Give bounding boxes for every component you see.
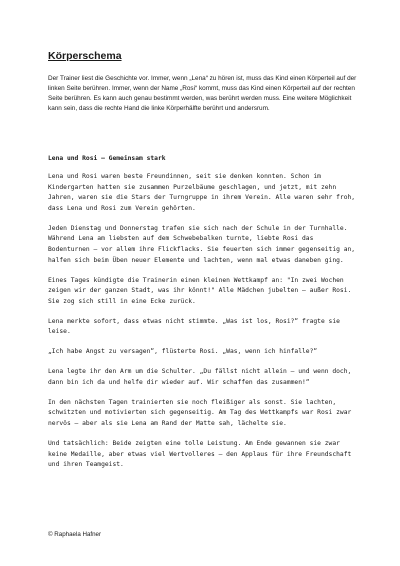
story-paragraph-5: „Ich habe Angst zu versagen“, flüsterte Rosi. „Was, wenn ich hinfalle?“ <box>48 348 318 356</box>
story-title: Lena und Rosi – Gemeinsam stark <box>48 155 166 162</box>
page-title: Körperschema <box>48 50 122 62</box>
story-paragraph-8: Und tatsächlich: Beide zeigten eine tolle Leistung. Am Ende gewannen sie zwar keine Medaille, aber etwas viel Wertvolleres – den Applaus für ihre Freundschaft und ihren Teamgeist. <box>48 440 352 469</box>
story-paragraph-7: In den nächsten Tagen trainierten sie noch fleißiger als sonst. Sie lachten, schwitzten und motivierten sich gegenseitig. Am Tag des Wettkampfs war Rosi zwar nervös – aber als sie Lena am Rand der Matte sah, lächelte sie. <box>48 398 352 428</box>
story-paragraph-3: Eines Tages kündigte die Trainerin einen kleinen Wettkampf an: "In zwei Wochen zeigen wir der ganzen Stadt, was ihr könnt!" Alle Mädchen jubelten – außer Rosi. Sie zog sich still in eine Ecke zurück. <box>48 276 352 305</box>
copyright-notice: © Raphaela Hafner <box>48 531 102 538</box>
instructions-paragraph: Der Trainer liest die Geschichte vor. Immer, wenn „Lena“ zu hören ist, muss das Kind einen Körperteil auf der linken Seite berühren. Immer, wenn der Name „Rosi“ kommt, muss das Kind einen Körperteil auf der rechten Seite berühren. Es kann auch genau bestimmt werden, was berührt werden muss. Eine weitere Möglichkeit kann sein, dass die rechte Hand die linke Körperhälfte berührt und andersrum. <box>48 75 357 113</box>
story-section <box>48 154 358 480</box>
story-paragraph-2: Jeden Dienstag und Donnerstag trafen sie sich nach der Schule in der Turnhalle. Während Lena am liebsten auf dem Schwebebalken turnte, liebte Rosi das Bodenturnen – vor allem ihre Flickflacks. Sie feuerten sich immer gegenseitig an, halfen sich beim Üben neuer Elemente und lachten, wenn mal etwas daneben ging. <box>48 224 356 264</box>
story-paragraph-4: Lena merkte sofort, dass etwas nicht stimmte. „Was ist los, Rosi?“ fragte sie leise. <box>48 317 340 336</box>
story-paragraph-1: Lena und Rosi waren beste Freundinnen, seit sie denken konnten. Schon im Kindergarten hatten sie zusammen Purzelbäume geschlagen, und jetzt, mit zehn Jahren, waren sie die Stars der Turngruppe in ihrem Verein. Alle waren sehr froh, dass Lena und Rosi zum Verein gehörten. <box>48 173 356 212</box>
story-paragraph-6: Lena legte ihr den Arm um die Schulter. „Du fällst nicht allein – und wenn doch, dann bin ich da und helfe dir wieder auf. Wir schaffen das zusammen!“ <box>48 368 352 386</box>
